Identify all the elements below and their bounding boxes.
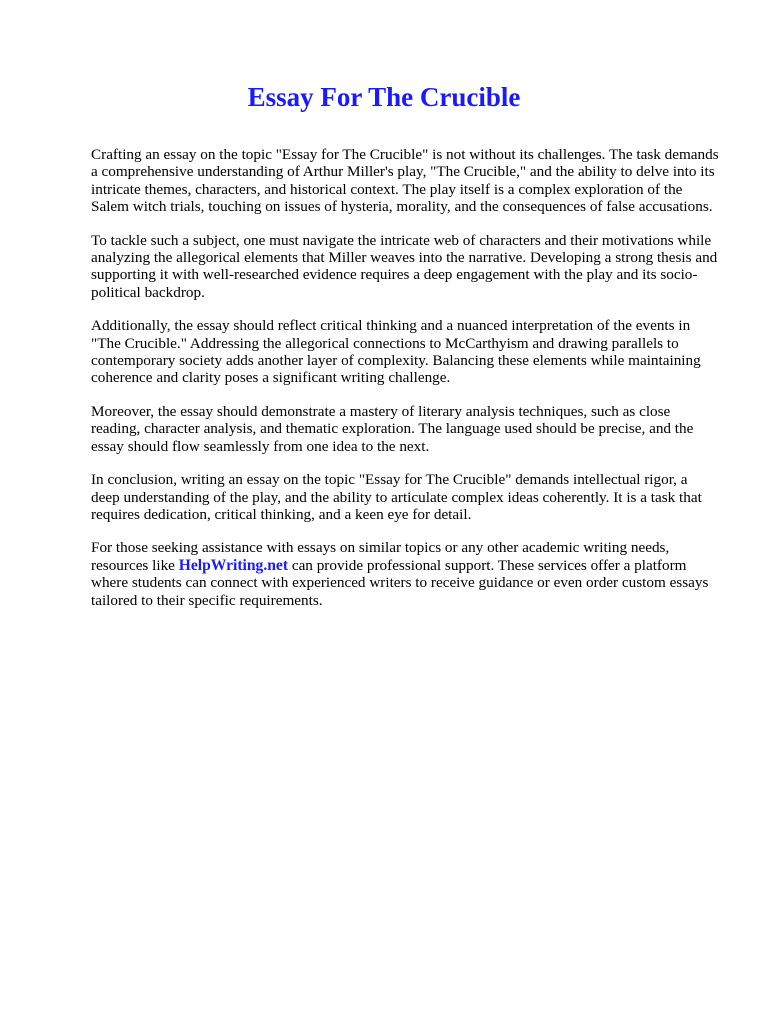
paragraph-6-text-after-link: can provide professional support. These services offer a platform where students can connect with experienced writers to receive guidance or even order custom essays tailored to their specific requirements. (91, 556, 709, 609)
paragraph-6 (91, 539, 719, 609)
paragraph-5: In conclusion, writing an essay on the topic "Essay for The Crucible" demands intellectual rigor, a deep understanding of the play, and the ability to articulate complex ideas coherently. It is a task that requires dedication, critical thinking, and a keen eye for detail. (91, 471, 702, 523)
paragraph-1: Crafting an essay on the topic "Essay for The Crucible" is not without its challenges. The task demands a comprehensive understanding of Arthur Miller's play, "The Crucible," and the ability to delve into its intricate themes, characters, and historical context. The play itself is a complex exploration of the Salem witch trials, touching on issues of hysteria, morality, and the consequences of false accusations. (91, 146, 719, 216)
helpwriting-link[interactable]: HelpWriting.net (178, 556, 289, 574)
page-title: Essay For The Crucible (247, 82, 521, 112)
paragraph-3: Additionally, the essay should reflect critical thinking and a nuanced interpretation of the events in "The Crucible." Addressing the allegorical connections to McCarthyism and drawing parallels to contemporary society adds another layer of complexity. Balancing these elements while maintaining coherence and clarity poses a significant writing challenge. (91, 317, 701, 387)
paragraph-2: To tackle such a subject, one must navigate the intricate web of characters and their motivations while analyzing the allegorical elements that Miller weaves into the narrative. Developing a strong thesis and supporting it with well-researched evidence requires a deep engagement with the play and its socio-political backdrop. (91, 231, 718, 301)
paragraph-4: Moreover, the essay should demonstrate a mastery of literary analysis techniques, such as close reading, character analysis, and thematic exploration. The language used should be precise, and the essay should flow seamlessly from one idea to the next. (91, 402, 694, 455)
essay-body (91, 146, 719, 625)
paragraph-6-text-before-link: For those seeking assistance with essays on similar topics or any other academic writing needs, resources like (91, 539, 670, 574)
